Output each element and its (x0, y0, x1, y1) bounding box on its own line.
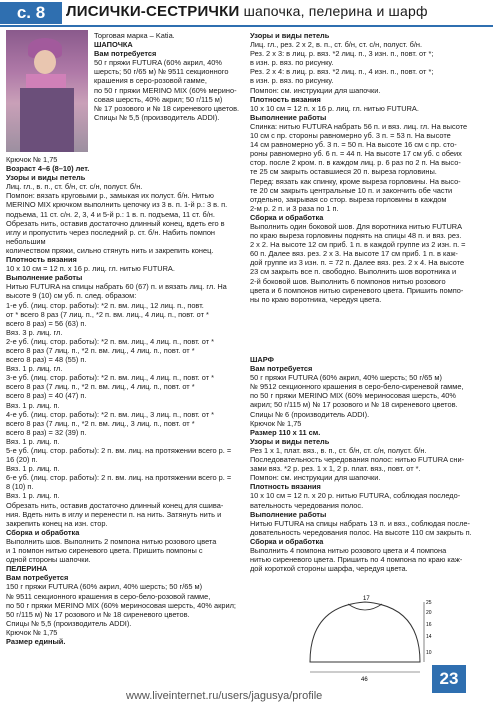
text-line: роны равномерно уб. 6 п. = 44 п. На высоте 17 см уб. с обеих (250, 149, 462, 159)
section-heading: Сборка и обработка (250, 536, 324, 546)
text-line: 50 г пряжи FUTURA (60% акрил, 40% (94, 58, 222, 68)
page-number: 23 (432, 665, 466, 693)
text-line: Перед: вязать как спинку, кроме выреза горловины. На высо- (250, 176, 461, 186)
text-line: Крючок № 1,75 (6, 627, 58, 637)
hat-materials-block (94, 31, 244, 122)
text-line: Торговая марка – Katia. (94, 31, 175, 40)
section-heading: Узоры и виды петель (6, 173, 86, 183)
text-line: по 50 г пряжи MERINO MIX (60% мериносовая шерсть, 40% акрил; (6, 600, 236, 610)
text-line: MERINO MIX крючком выполнить цепочку из 3 в. п. 1-й р.: 3 в. п. (6, 200, 228, 210)
text-line: 16 (20) п. (6, 455, 38, 465)
text-line: Спицы № 6 (производитель ADDI). (250, 409, 370, 419)
text-line: Лиц. гл., в. п., ст. б/н, ст. с/н, полуст. б/н. (6, 182, 143, 192)
text-line: 50 г пряжи FUTURA (60% акрил, 40% шерсть; 50 г/65 м) (250, 373, 442, 383)
text-line: Помпон: см. инструкции для шапочки. (250, 85, 381, 95)
section-heading: Плотность вязания (6, 255, 77, 265)
section-heading: Плотность вязания (250, 482, 321, 492)
text-line: стор. после 2 кром. п. в каждом лиц. р. 6 раз по 2 п. На высо- (250, 158, 461, 168)
section-heading: Плотность вязания (250, 94, 321, 104)
text-line: дой короткой стороны шарфа, чередуя цвета. (250, 564, 408, 574)
text-line: 2-й боковой шов. Выполнить 6 помпонов нитью розового (250, 276, 446, 286)
text-line: Последовательность чередования полос: нитью FUTURA сни- (250, 455, 465, 465)
text-line: Рез 1 x 1, плат. вяз., в. п., ст. б/н, ст. с/н, полуст. б/н. (250, 445, 427, 455)
text-line: Вяз. 1 р. лиц. п. (6, 436, 60, 446)
text-line: № 9511 секционного крашения в серо-бело-розовой гамме, (6, 591, 211, 601)
text-line: всего 8 раз) = 40 (47) п. (6, 391, 87, 401)
text-line: Рез. 2 x 4: в лиц. р. вяз. *2 лиц. п., 4 изн. п., повт. от *; (250, 67, 434, 77)
text-line: Крючок № 1,75 (6, 155, 58, 164)
schematic-right-label: 10 (426, 650, 432, 656)
section-heading: ШАПОЧКА (94, 40, 133, 50)
text-line: Обрезать нить, оставив достаточно длинный конец для сшива- (6, 500, 224, 510)
section-heading: ПЕЛЕРИНА (6, 564, 48, 574)
text-line: 2 x 2. На высоте 12 см приб. 1 п. в каждой группе из 2 изн. п. = (250, 240, 466, 250)
text-line: всего 8 раз) = 56 (63) п. (6, 318, 87, 328)
title-sub: шапочка, пелерина и шарф (239, 3, 428, 19)
text-line: всего 8 раз (7 лиц. п., *2 п. вм. лиц., 3 лиц. п., повт. от * (6, 418, 195, 428)
text-line: 4-е уб. (лиц. стор. работы): *2 п. вм. лиц., 3 лиц. п., повт. от * (6, 409, 215, 419)
text-line: 23 см закрыть все п. свободно. Выполнить шов воротника и (250, 267, 457, 277)
text-line: 150 г пряжи FUTURA (60% акрил, 40% шерсть; 50 г/65 м) (6, 582, 203, 592)
text-line: крашения в серо-розовой гамме, (94, 76, 207, 86)
text-line: Помпон: вязать круговыми р., замыкая их полуст. б/н. Нитью (6, 191, 214, 201)
schematic-right-label: 14 (426, 634, 432, 640)
text-line: 2-м р. 2 п. и 3 раза по 1 п. (250, 203, 339, 213)
page-title (66, 3, 428, 20)
text-line: 10 x 10 см = 12 п. x 20 р. нитью FUTURA, соблюдая последо- (250, 491, 461, 501)
schematic-right-labels (426, 600, 432, 656)
section-heading: Узоры и виды петель (250, 436, 330, 446)
text-line: по 50 г пряжи MERINO MIX (60% мерино- (94, 85, 237, 95)
text-line: Выполнить 4 помпона нитью розового цвета и 4 помпона (250, 545, 447, 555)
text-line: закрепить конец на изн. стор. (6, 518, 108, 528)
text-line: 14 см равномерно уб. 3 п. = 50 п. На высоте 16 см с пр. сто- (250, 140, 457, 150)
text-line: 60 п. Далее вяз. рез. 2 x 3. На высоте 17 см приб. 1 п. в каж- (250, 249, 458, 259)
text-line: Вяз. 1 р. лиц. п. (6, 464, 60, 474)
text-line: всего 8 раз (7 лиц. п., *2 п. вм. лиц., 4 лиц. п., повт. от * (6, 382, 195, 392)
text-line: 1-е уб. (лиц. стор. работы): *2 п. вм. лиц., 12 лиц. п., повт. (6, 300, 204, 310)
text-line: высоте 9 (10) см уб. п. след. образом: (6, 291, 137, 301)
section-heading: Вам потребуется (6, 573, 69, 583)
text-line: всего 8 раз) = 48 (55) п. (6, 355, 87, 365)
schematic-top-label: 17 (363, 596, 370, 602)
schematic-right-label: 16 (426, 622, 432, 628)
text-line: Нитью FUTURA на спицы набрать 60 (67) п. и вязать лиц. гл. На (6, 282, 227, 292)
text-line: 2-е уб. (лиц. стор. работы): *2 п. вм. лиц., 4 лиц. п., повт. от * (6, 336, 215, 346)
text-line: зами вяз. *2 р. рез. 1 x 1, 2 р. плат. вяз., повт. от *. (250, 464, 421, 474)
schematic-right-label: 20 (426, 610, 432, 616)
section-heading: Размер 110 x 11 см. (250, 427, 321, 437)
schematic-outline (310, 602, 420, 662)
section-heading: Выполнение работы (250, 509, 327, 519)
text-line: Рез. 2 x 3: в лиц. р. вяз. *2 лиц. п., 3 изн. п., повт. от *; (250, 49, 434, 59)
section-heading: ШАРФ (250, 355, 274, 364)
text-line: Вяз. 3 р. лиц. гл. (6, 327, 63, 337)
page-header (0, 0, 493, 26)
text-line: отдельно, закрывая со стор. выреза горловины в каждом (250, 194, 447, 204)
text-line: Спинка: нитью FUTURA набрать 56 п. и вяз. лиц. гл. На высоте (250, 121, 468, 131)
text-line: вательность чередования полос. (250, 500, 364, 510)
text-line: нитью сиреневого цвета. Пришить по 4 помпона по краю каж- (250, 555, 463, 565)
cape-instructions-block (250, 31, 488, 304)
text-line: Нитью FUTURA на спицы набрать 13 п. и вяз., соблюдая после- (250, 518, 470, 528)
header-rule (0, 25, 493, 27)
text-line: ния. Вдеть нить в иглу и перенести п. на нить. Затянуть нить и (6, 509, 222, 519)
text-line: в изн. р. вяз. по рисунку. (250, 58, 334, 68)
text-line: Спицы № 5,5 (производитель ADDI). (6, 618, 132, 628)
text-line: Помпон: см. инструкции для шапочки. (250, 473, 381, 483)
text-line: 10 x 10 см = 12 п. x 16 р. лиц. гл. нитью FUTURA. (6, 264, 175, 274)
text-line: в изн. р. вяз. по рисунку. (250, 76, 334, 86)
text-line: Лиц. гл., рез. 2 x 2, в. п., ст. б/н, ст. с/н, полуст. б/н. (250, 40, 423, 50)
text-line: Обрезать нить, оставив достаточно длинный конец, вдеть его в (6, 218, 225, 228)
cape-schematic (300, 592, 430, 682)
text-line: цвета и 6 помпонов нитью сиреневого цвета. Пришить помпо- (250, 285, 464, 295)
section-heading: Выполнение работы (6, 273, 83, 283)
text-line: шерсть; 50 г/65 м) № 9511 секционного (94, 67, 229, 77)
section-heading: Размер единый. (6, 636, 66, 646)
text-line: Выполнить шов. Выполнить 2 помпона нитью розового цвета (6, 536, 217, 546)
text-line: по краю выреза горловины поднять на спицы 48 п. и вяз. рез. (250, 231, 462, 241)
text-line: иглу и пропустить через последний р. ст. б/н. Набить помпон небольшим (6, 227, 216, 246)
text-line: по 50 г пряжи MERINO MIX (60% мериносовая шерсть, 40% (250, 391, 456, 401)
model-photo (6, 30, 88, 152)
text-line: те 20 см закрыть центральные 10 п. и закончить обе части (250, 185, 453, 195)
section-number: с. 8 (0, 2, 62, 24)
text-line: Вяз. 1 р. лиц. гл. (6, 364, 63, 374)
section-heading: Сборка и обработка (6, 527, 80, 537)
section-heading: Возраст 4–6 (8–10) лет. (6, 164, 90, 174)
text-line: совая шерсть, 40% акрил; 50 г/115 м) (94, 94, 223, 104)
text-line: 3-е уб. (лиц. стор. работы): *2 п. вм. лиц., 4 лиц. п., повт. от * (6, 373, 215, 383)
text-line: довательность чередования полос. На высоте 110 см закрыть п. (250, 527, 472, 537)
scarf-instructions-block (250, 355, 488, 573)
text-line: дой группе из 3 изн. п. = 72 п. Далее вяз. рез. 2 x 4. На высоте (250, 258, 465, 268)
text-line: те 25 см закрыть оставшиеся 20 п. выреза горловины. (250, 167, 437, 177)
text-line: Крючок № 1,75 (250, 418, 302, 428)
section-heading: Вам потребуется (94, 49, 157, 59)
text-line: 50 г/115 м) № 17 розового и № 18 сиреневого цветов. (6, 609, 190, 619)
text-line: от * всего 8 раз (7 лиц. п., *2 п. вм. лиц., 4 лиц. п., повт. от * (6, 309, 209, 319)
text-line: подъема, 11 ст. с/н. 2, 3, 4 и 5-й р.: 1 в. п. подъема, 11 ст. б/н. (6, 209, 215, 219)
photo-face (34, 50, 56, 74)
text-line: и 1 помпон нитью сиреневого цвета. Пришить помпоны с (6, 546, 203, 556)
text-line: № 9512 секционного крашения в серо-бело-сиреневой гамме, (250, 382, 464, 392)
photo-body (20, 88, 74, 152)
text-line: всего 8 раз (7 лиц. п., *2 п. вм. лиц., 4 лиц. п., повт. от * (6, 345, 195, 355)
footer-url[interactable]: www.liveinternet.ru/users/jagusya/profile (126, 690, 323, 702)
section-heading: Выполнение работы (250, 112, 327, 122)
text-line: 10 см с пр. стороны равномерно уб. 3 п. = 53 п. На высоте (250, 131, 451, 141)
text-line: акрил; 50 г/115 м) № 17 розового и № 18 сиреневого цветов. (250, 400, 458, 410)
title-main: ЛИСИЧКИ-СЕСТРИЧКИ (66, 3, 240, 20)
text-line: Вяз. 1 р. лиц. п. (6, 491, 60, 501)
text-line: 6-е уб. (лиц. стор. работы): 2 п. вм. лиц. на протяжении всего р. = (6, 473, 232, 483)
section-heading: Вам потребуется (250, 364, 313, 374)
section-heading: Сборка и обработка (250, 212, 324, 222)
text-line: Спицы № 5,5 (производитель ADDI). (94, 112, 220, 122)
schematic-bottom-label: 46 (361, 677, 368, 683)
text-line: № 17 розового и № 18 сиреневого цветов. (94, 103, 240, 113)
text-line: Вяз. 1 р. лиц. п. (6, 400, 60, 410)
schematic-neck (348, 604, 382, 610)
hat-instructions-block (6, 155, 246, 646)
text-line: одной стороны шапочки. (6, 555, 91, 565)
text-line: 5-е уб. (лиц. стор. работы): 2 п. вм. лиц. на протяжении всего р. = (6, 446, 232, 455)
text-line: 8 (10) п. (6, 482, 34, 492)
text-line: ны по краю воротника, чередуя цвета. (250, 294, 382, 304)
text-line: Выполнить один боковой шов. Для воротника нитью FUTURA (250, 221, 463, 231)
text-line: 10 x 10 см = 12 п. x 16 р. лиц. гл. нитью FUTURA. (250, 103, 419, 113)
schematic-right-label: 25 (426, 600, 432, 606)
text-line: всего 8 раз) = 32 (39) п. (6, 427, 87, 437)
section-heading: Узоры и виды петель (250, 31, 330, 40)
text-line: количеством пряжи, сильно стянуть нить и закрепить конец. (6, 245, 214, 255)
